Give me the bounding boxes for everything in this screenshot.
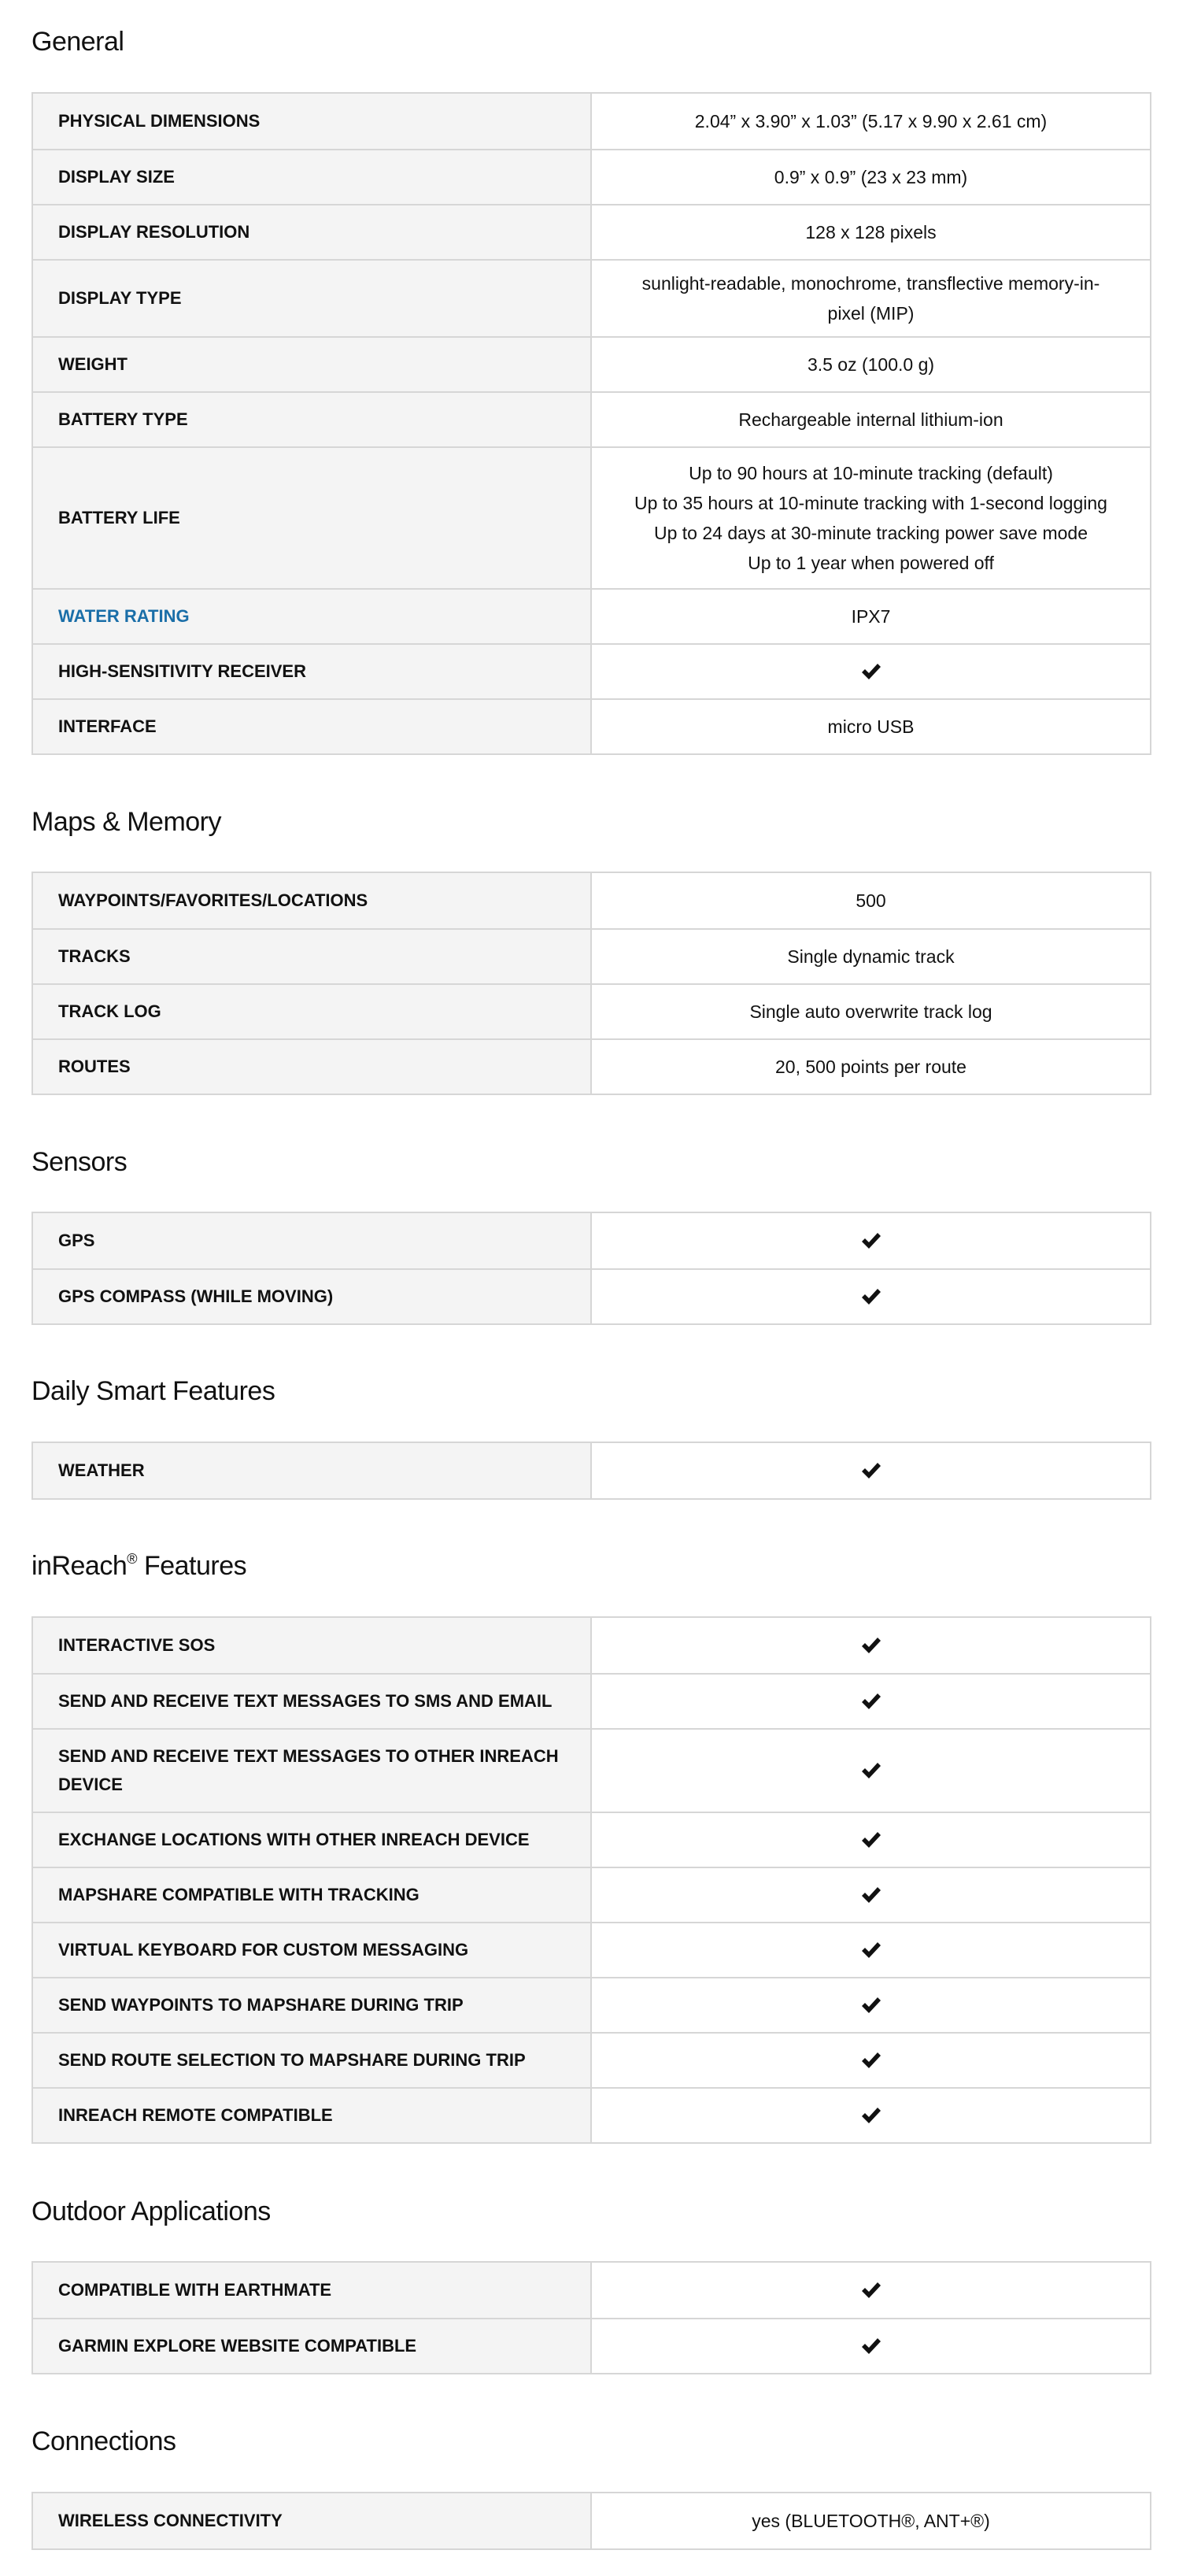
section-title-daily-smart: Daily Smart Features <box>31 1376 275 1406</box>
spec-table-outdoor-apps <box>31 2261 1151 2374</box>
spec-row-display-resolution <box>33 204 1150 259</box>
spec-label: VIRTUAL KEYBOARD FOR CUSTOM MESSAGING <box>33 1923 592 1977</box>
spec-row-display-size <box>33 149 1150 204</box>
spec-label: TRACK LOG <box>33 985 592 1038</box>
spec-row-battery-life <box>33 446 1150 588</box>
spec-label: BATTERY TYPE <box>33 393 592 446</box>
spec-row-physical-dimensions <box>33 94 1150 149</box>
checkmark-icon <box>861 1762 881 1779</box>
section-title-inreach <box>31 1551 246 1582</box>
spec-row-battery-type <box>33 391 1150 446</box>
spec-row-other-inreach-messages <box>33 1728 1150 1812</box>
spec-value: Rechargeable internal lithium-ion <box>738 409 1003 430</box>
spec-label: ROUTES <box>33 1040 592 1094</box>
registered-mark: ® <box>127 1550 138 1567</box>
spec-row-explore-website <box>33 2318 1150 2373</box>
spec-row-tracks <box>33 928 1150 983</box>
checkmark-icon <box>861 2052 881 2069</box>
spec-label <box>33 1730 592 1812</box>
spec-label: GPS <box>33 1213 592 1268</box>
spec-value: 0.9” x 0.9” (23 x 23 mm) <box>774 167 968 187</box>
spec-label: WEATHER <box>33 1443 592 1498</box>
checkmark-icon <box>861 2107 881 2124</box>
spec-label: MAPSHARE COMPATIBLE WITH TRACKING <box>33 1868 592 1922</box>
spec-label: GPS COMPASS (WHILE MOVING) <box>33 1270 592 1323</box>
spec-row-gps-compass <box>33 1268 1150 1323</box>
spec-label: SEND AND RECEIVE TEXT MESSAGES TO SMS AND EMAIL <box>33 1675 592 1728</box>
spec-value <box>592 1270 1150 1323</box>
spec-value: 20, 500 points per route <box>775 1057 966 1077</box>
checkmark-icon <box>861 663 881 680</box>
spec-value <box>592 2263 1150 2318</box>
spec-label: BATTERY LIFE <box>33 448 592 588</box>
spec-value <box>592 1923 1150 1977</box>
spec-value <box>592 2319 1150 2373</box>
spec-label: INTERACTIVE SOS <box>33 1618 592 1673</box>
spec-table-sensors <box>31 1212 1151 1325</box>
spec-value-line: Up to 35 hours at 10-minute tracking with 1-second logging <box>634 493 1107 513</box>
checkmark-icon <box>861 1637 881 1654</box>
spec-row-weather <box>33 1443 1150 1498</box>
spec-value-line: Up to 1 year when powered off <box>748 553 994 573</box>
spec-value-line: sunlight-readable, monochrome, transflective memory-in- <box>641 273 1100 294</box>
spec-label-line: DEVICE <box>58 1775 123 1794</box>
spec-value <box>592 1618 1150 1673</box>
spec-value <box>592 2089 1150 2142</box>
spec-table-maps-memory <box>31 872 1151 1095</box>
spec-label: SEND WAYPOINTS TO MAPSHARE DURING TRIP <box>33 1978 592 2032</box>
water-rating-link[interactable]: WATER RATING <box>33 590 592 643</box>
spec-row-virtual-keyboard <box>33 1922 1150 1977</box>
spec-value <box>592 261 1150 336</box>
spec-value: Single dynamic track <box>787 946 955 967</box>
section-title-general: General <box>31 27 124 57</box>
spec-label: TRACKS <box>33 930 592 983</box>
spec-label: DISPLAY TYPE <box>33 261 592 336</box>
spec-value <box>592 645 1150 698</box>
spec-label: WIRELESS CONNECTIVITY <box>33 2493 592 2548</box>
spec-value <box>592 1443 1150 1498</box>
checkmark-icon <box>861 1232 881 1249</box>
spec-label: PHYSICAL DIMENSIONS <box>33 94 592 149</box>
section-title-maps-memory: Maps & Memory <box>31 807 221 837</box>
spec-label: EXCHANGE LOCATIONS WITH OTHER INREACH DEVICE <box>33 1813 592 1867</box>
spec-row-weight <box>33 336 1150 391</box>
spec-row-exchange-locations <box>33 1812 1150 1867</box>
checkmark-icon <box>861 1288 881 1305</box>
spec-row-mapshare-tracking <box>33 1867 1150 1922</box>
spec-label: GARMIN EXPLORE WEBSITE COMPATIBLE <box>33 2319 592 2373</box>
spec-label: WAYPOINTS/FAVORITES/LOCATIONS <box>33 873 592 928</box>
spec-value-line: Up to 90 hours at 10-minute tracking (default) <box>689 463 1053 483</box>
spec-label-line: SEND AND RECEIVE TEXT MESSAGES TO OTHER INREACH <box>58 1746 559 1766</box>
spec-value: 2.04” x 3.90” x 1.03” (5.17 x 9.90 x 2.61 cm) <box>694 111 1048 131</box>
spec-value <box>592 1213 1150 1268</box>
spec-row-display-type <box>33 259 1150 336</box>
spec-label: HIGH-SENSITIVITY RECEIVER <box>33 645 592 698</box>
section-title-connections: Connections <box>31 2426 176 2456</box>
checkmark-icon <box>861 2282 881 2299</box>
checkmark-icon <box>861 1997 881 2014</box>
spec-row-waypoints <box>33 873 1150 928</box>
spec-value <box>592 2034 1150 2087</box>
spec-table-daily-smart <box>31 1442 1151 1500</box>
section-title-outdoor-apps: Outdoor Applications <box>31 2197 271 2226</box>
checkmark-icon <box>861 1941 881 1959</box>
spec-value: IPX7 <box>851 606 891 627</box>
spec-value-line: pixel (MIP) <box>827 303 915 324</box>
spec-row-remote-compatible <box>33 2087 1150 2142</box>
spec-value: 3.5 oz (100.0 g) <box>807 354 935 375</box>
spec-row-track-log <box>33 983 1150 1038</box>
spec-row-interactive-sos <box>33 1618 1150 1673</box>
spec-value: 500 <box>856 890 886 911</box>
spec-row-high-sensitivity-receiver <box>33 643 1150 698</box>
section-title-suffix: Features <box>137 1551 247 1581</box>
section-title-text: inReach <box>31 1551 128 1581</box>
spec-value <box>592 1675 1150 1728</box>
checkmark-icon <box>861 1831 881 1849</box>
spec-value <box>592 1868 1150 1922</box>
spec-value <box>592 1978 1150 2032</box>
spec-value <box>592 448 1150 588</box>
checkmark-icon <box>861 2337 881 2355</box>
spec-row-routes <box>33 1038 1150 1094</box>
spec-row-sms-email <box>33 1673 1150 1728</box>
spec-row-earthmate <box>33 2263 1150 2318</box>
spec-table-general <box>31 92 1151 755</box>
spec-label: COMPATIBLE WITH EARTHMATE <box>33 2263 592 2318</box>
spec-value: Single auto overwrite track log <box>749 1001 992 1022</box>
spec-row-water-rating <box>33 588 1150 643</box>
spec-label: INREACH REMOTE COMPATIBLE <box>33 2089 592 2142</box>
spec-value: micro USB <box>827 716 915 737</box>
spec-value <box>592 1730 1150 1812</box>
spec-label: DISPLAY SIZE <box>33 150 592 204</box>
section-title-sensors: Sensors <box>31 1147 128 1177</box>
spec-label: WEIGHT <box>33 338 592 391</box>
spec-value <box>592 1813 1150 1867</box>
spec-row-gps <box>33 1213 1150 1268</box>
checkmark-icon <box>861 1462 881 1479</box>
spec-label: SEND ROUTE SELECTION TO MAPSHARE DURING TRIP <box>33 2034 592 2087</box>
spec-value: 128 x 128 pixels <box>805 222 937 242</box>
spec-row-send-route <box>33 2032 1150 2087</box>
spec-label: INTERFACE <box>33 700 592 753</box>
spec-table-connections <box>31 2492 1151 2550</box>
spec-table-inreach <box>31 1616 1151 2144</box>
spec-row-interface <box>33 698 1150 753</box>
spec-row-send-waypoints <box>33 1977 1150 2032</box>
spec-label: DISPLAY RESOLUTION <box>33 205 592 259</box>
spec-value-line: Up to 24 days at 30-minute tracking power save mode <box>653 523 1088 543</box>
spec-row-wireless <box>33 2493 1150 2548</box>
spec-value: yes (BLUETOOTH®, ANT+®) <box>752 2511 990 2531</box>
checkmark-icon <box>861 1886 881 1904</box>
checkmark-icon <box>861 1693 881 1710</box>
